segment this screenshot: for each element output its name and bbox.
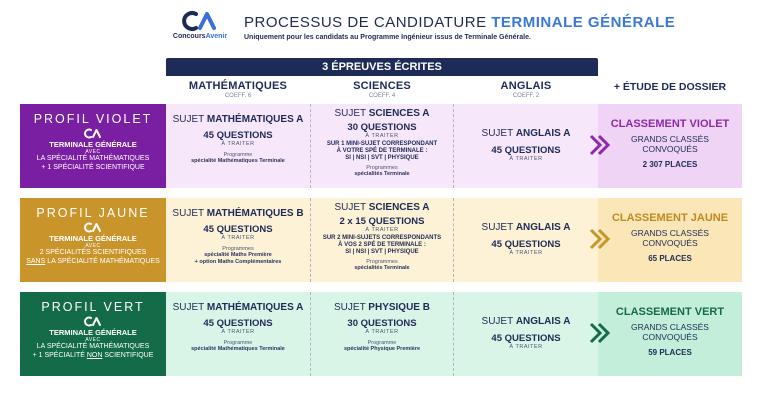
profile-card: [20, 292, 166, 376]
column-coeff: COEFF. 6: [224, 93, 252, 99]
column-header-math: [166, 76, 310, 104]
subject-label: [454, 128, 598, 139]
programme-value-option: + option Maths Complémentaires: [194, 258, 282, 265]
places-count: 59 PLACES: [648, 348, 692, 357]
profile-row-vert: [20, 292, 742, 376]
brand-mark-icon: [82, 222, 104, 233]
math-cell: [166, 198, 310, 282]
subject-prefix: SUJET: [334, 202, 369, 213]
question-count: 2 x 15 QUESTIONS: [339, 216, 425, 227]
profile-avec: AVEC: [85, 243, 101, 249]
page-title-a: PROCESSUS DE CANDIDATURE: [244, 14, 492, 31]
subject-name: PHYSIQUE B: [368, 302, 430, 313]
subject-name: MATHÉMATIQUES B: [206, 208, 304, 219]
programme-value: spécialité Mathématiques Terminale: [191, 346, 285, 352]
a-traiter: À TRAITER: [365, 227, 399, 233]
a-traiter: À TRAITER: [365, 329, 399, 335]
profile-card: [20, 198, 166, 282]
profile-line-start: + 1 SPÉCIALITÉ: [32, 351, 87, 359]
subject-prefix: SUJET: [172, 114, 207, 125]
profile-line-rest: LA SPÉCIALITÉ MATHÉMATIQUES: [45, 257, 160, 265]
classement-title: CLASSEMENT JAUNE: [611, 212, 729, 224]
classement-cell: [598, 198, 742, 282]
subject-name: ANGLAIS A: [515, 316, 571, 327]
grands-classes: [598, 322, 742, 342]
profile-track: TERMINALE GÉNÉRALE: [49, 140, 137, 149]
question-count: 45 QUESTIONS: [203, 224, 273, 235]
subject-label: [311, 302, 453, 313]
epreuves-banner: 3 ÉPREUVES ÉCRITES: [166, 58, 598, 76]
profile-row-jaune: [20, 198, 742, 282]
concours-avenir-logo: [160, 10, 240, 48]
subject-name: SCIENCES A: [368, 202, 430, 213]
anglais-cell: [454, 198, 598, 282]
profile-name: PROFIL VIOLET: [33, 112, 153, 126]
column-title: SCIENCES: [353, 80, 411, 92]
profile-line: [20, 352, 166, 361]
grands-classes-line: CONVOQUÉS: [642, 144, 698, 154]
column-title: MATHÉMATIQUES: [188, 80, 288, 92]
mini-sujet-line: SI | NSI | SVT | PHYSIQUE: [345, 249, 419, 255]
subject-name: ANGLAIS A: [515, 128, 571, 139]
programme-value: spécialité Mathématiques Terminale: [191, 158, 285, 164]
mini-sujet-line: À VOS 2 SPÉ DE TERMINALE :: [338, 242, 426, 248]
places-count: 65 PLACES: [648, 254, 692, 263]
math-cell: [166, 104, 310, 188]
page-title: [244, 14, 675, 31]
profile-row-violet: [20, 104, 742, 188]
mini-sujet-text: [311, 141, 453, 162]
brand-mark-icon: [82, 128, 104, 139]
classement-title: CLASSEMENT VIOLET: [610, 118, 730, 130]
double-chevron-icon: [588, 227, 614, 251]
programme-label: Programmes: [222, 246, 254, 252]
programme-value: spécialité Maths Première: [204, 252, 272, 258]
a-traiter: À TRAITER: [365, 133, 399, 139]
double-chevron-icon: [588, 321, 614, 345]
non-emphasis: NON: [86, 351, 103, 359]
brand-mark-icon: [82, 316, 104, 327]
grands-classes: [598, 134, 742, 154]
sans-emphasis: SANS: [26, 257, 46, 265]
subject-label: [311, 108, 453, 119]
profile-line: 2 SPÉCIALITÉS SCIENTIFIQUES: [39, 249, 147, 256]
column-header-anglais: [454, 76, 598, 104]
concours-avenir-logo-icon: [180, 10, 220, 32]
programme-value: spécialités Terminale: [354, 171, 410, 177]
profile-line: LA SPÉCIALITÉ MATHÉMATIQUES: [36, 155, 150, 162]
a-traiter: À TRAITER: [509, 344, 543, 350]
subject-label: [311, 202, 453, 213]
question-count: 45 QUESTIONS: [491, 145, 561, 156]
subject-prefix: SUJET: [334, 302, 369, 313]
profile-avec: AVEC: [85, 337, 101, 343]
a-traiter: À TRAITER: [221, 141, 255, 147]
subject-label: [166, 208, 310, 219]
programme-label: Programme: [223, 152, 253, 158]
subject-label: [166, 114, 310, 125]
profile-line: + 1 SPÉCIALITÉ SCIENTIFIQUE: [41, 163, 145, 171]
subject-name: MATHÉMATIQUES A: [206, 114, 304, 125]
question-count: 45 QUESTIONS: [491, 333, 561, 344]
a-traiter: À TRAITER: [221, 235, 255, 241]
programme-label: Programme: [367, 340, 397, 346]
page-title-b: TERMINALE GÉNÉRALE: [491, 14, 676, 31]
page-subtitle: Uniquement pour les candidats au Programme Ingénieur issus de Terminale Générale.: [244, 34, 531, 41]
question-count: 30 QUESTIONS: [347, 318, 417, 329]
mini-sujet-line: SUR 2 MINI-SUJETS CORRESPONDANTS: [322, 235, 442, 241]
a-traiter: À TRAITER: [221, 329, 255, 335]
sciences-cell: [310, 292, 454, 376]
programme-value: spécialité Physique Première: [343, 346, 421, 352]
math-cell: [166, 292, 310, 376]
mini-sujet-text: [311, 235, 453, 256]
profile-card: [20, 104, 166, 188]
classement-cell: [598, 292, 742, 376]
subject-prefix: SUJET: [481, 316, 516, 327]
places-count: 2 307 PLACES: [642, 160, 698, 169]
profile-name: PROFIL JAUNE: [36, 206, 150, 220]
logo-name-a: Concours: [172, 33, 206, 40]
sciences-cell: [310, 198, 454, 282]
subject-prefix: SUJET: [172, 302, 207, 313]
classement-cell: [598, 104, 742, 188]
column-title: ANGLAIS: [500, 80, 552, 92]
column-coeff: COEFF. 2: [512, 93, 540, 99]
grands-classes-line: GRANDS CLASSÉS: [631, 134, 709, 144]
subject-name: MATHÉMATIQUES A: [206, 302, 304, 313]
profile-track: TERMINALE GÉNÉRALE: [49, 234, 137, 243]
mini-sujet-line: SUR 1 MINI-SUJET CORRESPONDANT: [326, 141, 438, 147]
profile-line-end: SCIENTIFIQUE: [102, 351, 154, 359]
page-header: [0, 0, 777, 52]
anglais-cell: [454, 292, 598, 376]
subject-label: [454, 316, 598, 327]
profile-avec: AVEC: [85, 149, 101, 155]
question-count: 45 QUESTIONS: [203, 130, 273, 141]
subject-prefix: SUJET: [334, 108, 369, 119]
question-count: 45 QUESTIONS: [491, 239, 561, 250]
a-traiter: À TRAITER: [509, 156, 543, 162]
logo-name-b: Avenir: [205, 33, 228, 40]
a-traiter: À TRAITER: [509, 250, 543, 256]
profile-line: [20, 258, 166, 267]
grands-classes-line: GRANDS CLASSÉS: [631, 322, 709, 332]
subject-name: SCIENCES A: [368, 108, 430, 119]
subject-label: [454, 222, 598, 233]
grands-classes-line: CONVOQUÉS: [642, 332, 698, 342]
column-coeff: COEFF. 4: [368, 93, 396, 99]
grands-classes: [598, 228, 742, 248]
subject-label: [166, 302, 310, 313]
profile-line: LA SPÉCIALITÉ MATHÉMATIQUES: [36, 343, 150, 350]
grands-classes-line: GRANDS CLASSÉS: [631, 228, 709, 238]
subject-prefix: SUJET: [481, 222, 516, 233]
logo-wordmark: [160, 33, 240, 40]
sciences-cell: [310, 104, 454, 188]
double-chevron-icon: [588, 133, 614, 157]
grands-classes-line: CONVOQUÉS: [642, 238, 698, 248]
programme-value: spécialités Terminale: [354, 265, 410, 271]
subject-prefix: SUJET: [172, 208, 207, 219]
column-header-sciences: [310, 76, 454, 104]
programme-label: Programmes: [366, 165, 398, 171]
subject-name: ANGLAIS A: [515, 222, 571, 233]
profile-name: PROFIL VERT: [41, 300, 145, 314]
question-count: 30 QUESTIONS: [347, 122, 417, 133]
mini-sujet-line: À VOTRE SPÉ DE TERMINALE :: [336, 148, 428, 154]
profile-track: TERMINALE GÉNÉRALE: [49, 328, 137, 337]
classement-title: CLASSEMENT VERT: [615, 306, 725, 318]
anglais-cell: [454, 104, 598, 188]
programme-label: Programme: [223, 340, 253, 346]
column-header-etude: + ÉTUDE DE DOSSIER: [613, 81, 727, 93]
mini-sujet-line: SI | NSI | SVT | PHYSIQUE: [345, 155, 419, 161]
subject-prefix: SUJET: [481, 128, 516, 139]
question-count: 45 QUESTIONS: [203, 318, 273, 329]
programme-label: Programmes: [366, 259, 398, 265]
